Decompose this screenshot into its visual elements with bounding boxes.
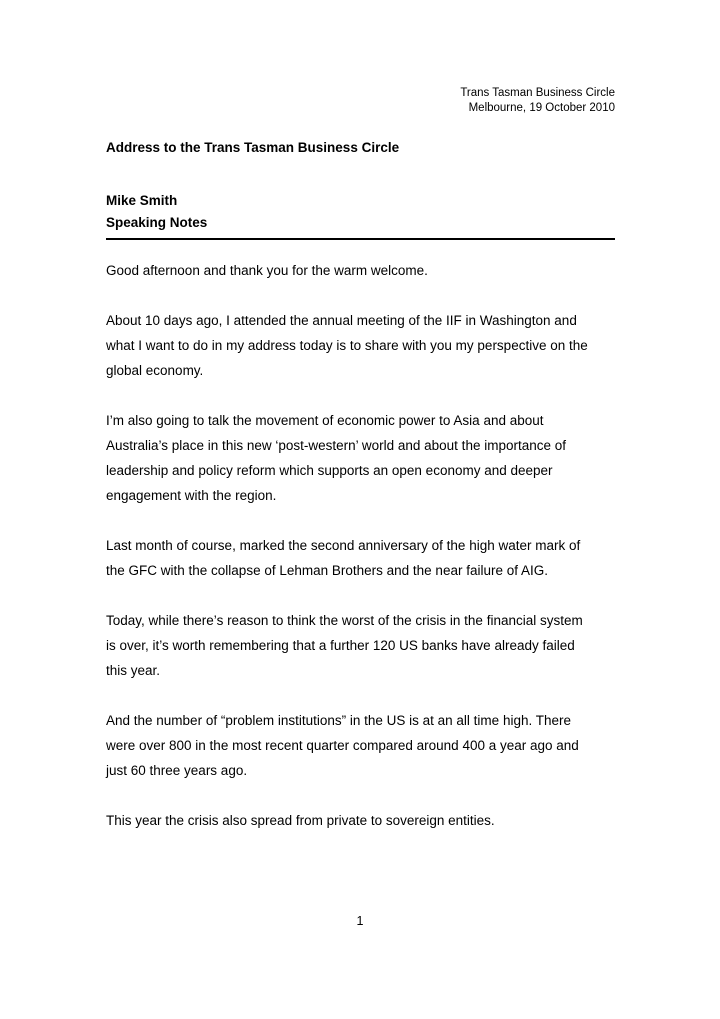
text-line: engagement with the region. (106, 488, 277, 503)
text-line: About 10 days ago, I attended the annual meeting of the IIF in Washington and (106, 313, 577, 328)
header-location-date: Melbourne, 19 October 2010 (468, 102, 615, 114)
text-line: the GFC with the collapse of Lehman Brothers and the near failure of AIG. (106, 563, 548, 578)
text-line: Today, while there’s reason to think the worst of the crisis in the financial system (106, 613, 583, 628)
text-line: Good afternoon and thank you for the warm welcome. (106, 263, 428, 278)
paragraph (106, 608, 618, 683)
header-organisation: Trans Tasman Business Circle (460, 87, 615, 99)
text-line: global economy. (106, 363, 204, 378)
paragraph (106, 408, 618, 508)
paragraph (106, 708, 618, 783)
text-line: this year. (106, 663, 161, 678)
text-line: leadership and policy reform which supports an open economy and deeper (106, 463, 553, 478)
text-line: I’m also going to talk the movement of economic power to Asia and about (106, 413, 544, 428)
text-line: is over, it’s worth remembering that a further 120 US banks have already failed (106, 638, 575, 653)
text-line: were over 800 in the most recent quarter compared around 400 a year ago and (106, 738, 579, 753)
paragraph (106, 308, 618, 383)
document-header (460, 86, 615, 116)
body-text (106, 258, 618, 858)
text-line: what I want to do in my address today is to share with you my perspective on the (106, 338, 588, 353)
author-name: Mike Smith (106, 193, 178, 208)
paragraph (106, 258, 618, 283)
text-line: just 60 three years ago. (106, 763, 248, 778)
text-line: Last month of course, marked the second anniversary of the high water mark of (106, 538, 581, 553)
header-divider (106, 238, 615, 240)
paragraph (106, 808, 618, 833)
document-title: Address to the Trans Tasman Business Circle (106, 140, 400, 155)
text-line: And the number of “problem institutions” in the US is at an all time high. There (106, 713, 571, 728)
author-block (106, 190, 207, 234)
text-line: Australia’s place in this new ‘post-western’ world and about the importance of (106, 438, 566, 453)
paragraph (106, 533, 618, 583)
page-number: 1 (356, 914, 364, 928)
document-type: Speaking Notes (106, 215, 208, 230)
text-line: This year the crisis also spread from private to sovereign entities. (106, 813, 495, 828)
